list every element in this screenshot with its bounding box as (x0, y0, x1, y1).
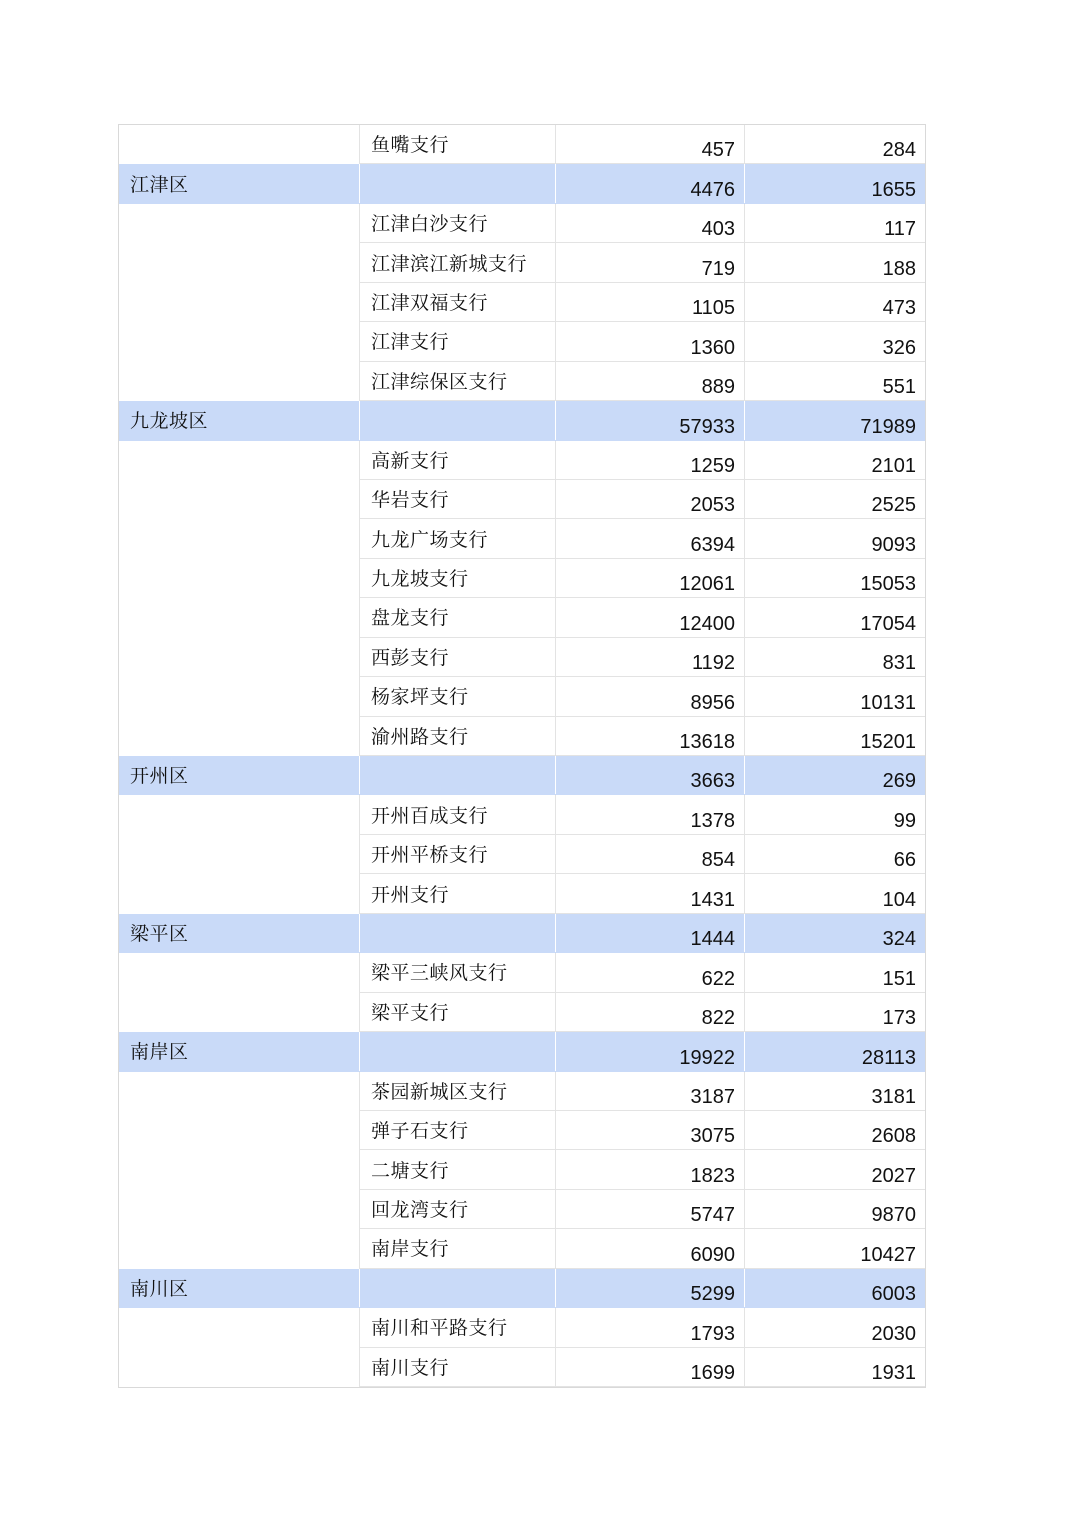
value-1-cell: 1444 (555, 914, 744, 952)
value-1-cell: 5747 (555, 1190, 744, 1229)
district-cell (119, 795, 359, 834)
value-1-cell: 57933 (555, 401, 744, 439)
branch-row (119, 519, 925, 558)
district-row (119, 1032, 925, 1071)
branch-row (119, 677, 925, 716)
district-cell (119, 717, 359, 756)
value-2-cell: 1931 (744, 1348, 925, 1387)
branch-row (119, 559, 925, 598)
district-row (119, 1269, 925, 1308)
value-1-cell: 854 (555, 835, 744, 874)
value-1-cell: 13618 (555, 717, 744, 756)
district-cell (119, 204, 359, 243)
district-cell (119, 1229, 359, 1268)
branch-cell: 二塘支行 (359, 1150, 555, 1189)
value-2-cell: 10131 (744, 677, 925, 716)
branch-cell: 渝州路支行 (359, 717, 555, 756)
branch-cell: 南川和平路支行 (359, 1308, 555, 1347)
district-cell (119, 598, 359, 637)
value-2-cell: 2101 (744, 441, 925, 480)
branch-row (119, 795, 925, 834)
branch-row (119, 835, 925, 874)
branch-row (119, 953, 925, 992)
branch-row (119, 125, 925, 164)
branch-row (119, 1072, 925, 1111)
branch-row (119, 874, 925, 913)
district-cell (119, 874, 359, 913)
district-cell (119, 243, 359, 282)
branch-cell: 杨家坪支行 (359, 677, 555, 716)
value-2-cell: 17054 (744, 598, 925, 637)
branch-cell (359, 1269, 555, 1307)
district-cell (119, 441, 359, 480)
data-table (118, 124, 926, 1388)
value-2-cell: 173 (744, 993, 925, 1032)
value-1-cell: 1192 (555, 638, 744, 677)
branch-cell (359, 164, 555, 202)
value-2-cell: 10427 (744, 1229, 925, 1268)
value-1-cell: 1378 (555, 795, 744, 834)
branch-cell (359, 914, 555, 952)
value-1-cell: 403 (555, 204, 744, 243)
branch-cell: 开州百成支行 (359, 795, 555, 834)
district-row (119, 164, 925, 203)
district-cell (119, 953, 359, 992)
value-1-cell: 12400 (555, 598, 744, 637)
branch-row (119, 1150, 925, 1189)
value-2-cell: 2030 (744, 1308, 925, 1347)
value-2-cell: 324 (744, 914, 925, 952)
value-1-cell: 622 (555, 953, 744, 992)
branch-cell: 高新支行 (359, 441, 555, 480)
value-1-cell: 4476 (555, 164, 744, 202)
value-2-cell: 326 (744, 322, 925, 361)
branch-row (119, 480, 925, 519)
value-2-cell: 6003 (744, 1269, 925, 1307)
branch-row (119, 638, 925, 677)
district-cell: 九龙坡区 (130, 410, 209, 433)
value-2-cell: 9093 (744, 519, 925, 558)
branch-cell: 茶园新城区支行 (359, 1072, 555, 1111)
branch-row (119, 1111, 925, 1150)
branch-row (119, 717, 925, 756)
value-2-cell: 71989 (744, 401, 925, 439)
value-2-cell: 284 (744, 125, 925, 164)
branch-cell: 弹子石支行 (359, 1111, 555, 1150)
branch-row (119, 243, 925, 282)
branch-row (119, 1229, 925, 1268)
value-2-cell: 2525 (744, 480, 925, 519)
branch-cell: 南川支行 (359, 1348, 555, 1387)
value-1-cell: 1360 (555, 322, 744, 361)
district-cell (119, 1150, 359, 1189)
value-1-cell: 6394 (555, 519, 744, 558)
value-2-cell: 9870 (744, 1190, 925, 1229)
branch-cell: 江津综保区支行 (359, 362, 555, 401)
value-2-cell: 2027 (744, 1150, 925, 1189)
district-cell: 江津区 (130, 173, 189, 196)
value-1-cell: 457 (555, 125, 744, 164)
value-2-cell: 831 (744, 638, 925, 677)
value-2-cell: 188 (744, 243, 925, 282)
branch-row (119, 598, 925, 637)
branch-cell: 开州平桥支行 (359, 835, 555, 874)
branch-cell: 南岸支行 (359, 1229, 555, 1268)
branch-row (119, 993, 925, 1032)
district-cell (119, 835, 359, 874)
district-cell (119, 1308, 359, 1347)
branch-row (119, 1190, 925, 1229)
branch-cell (359, 401, 555, 439)
district-cell (119, 480, 359, 519)
value-2-cell: 151 (744, 953, 925, 992)
value-2-cell: 3181 (744, 1072, 925, 1111)
value-1-cell: 3075 (555, 1111, 744, 1150)
value-1-cell: 5299 (555, 1269, 744, 1307)
branch-row (119, 204, 925, 243)
district-cell (119, 362, 359, 401)
district-cell (119, 283, 359, 322)
district-cell: 南岸区 (130, 1041, 189, 1064)
value-1-cell: 822 (555, 993, 744, 1032)
value-1-cell: 1105 (555, 283, 744, 322)
branch-cell: 九龙广场支行 (359, 519, 555, 558)
value-1-cell: 1431 (555, 874, 744, 913)
value-2-cell: 1655 (744, 164, 925, 202)
branch-cell: 江津双福支行 (359, 283, 555, 322)
district-cell (119, 993, 359, 1032)
branch-cell: 盘龙支行 (359, 598, 555, 637)
value-2-cell: 99 (744, 795, 925, 834)
value-2-cell: 551 (744, 362, 925, 401)
value-1-cell: 8956 (555, 677, 744, 716)
district-cell (119, 1190, 359, 1229)
branch-cell: 九龙坡支行 (359, 559, 555, 598)
branch-row (119, 441, 925, 480)
branch-cell: 江津滨江新城支行 (359, 243, 555, 282)
value-1-cell: 2053 (555, 480, 744, 519)
district-cell: 南川区 (130, 1277, 189, 1300)
branch-cell: 华岩支行 (359, 480, 555, 519)
branch-cell (359, 1032, 555, 1070)
district-cell (119, 322, 359, 361)
branch-cell: 梁平支行 (359, 993, 555, 1032)
district-cell (119, 559, 359, 598)
branch-cell: 回龙湾支行 (359, 1190, 555, 1229)
value-2-cell: 473 (744, 283, 925, 322)
value-1-cell: 1259 (555, 441, 744, 480)
value-1-cell: 6090 (555, 1229, 744, 1268)
value-2-cell: 28113 (744, 1032, 925, 1070)
value-1-cell: 889 (555, 362, 744, 401)
value-2-cell: 66 (744, 835, 925, 874)
value-2-cell: 117 (744, 204, 925, 243)
branch-cell: 江津白沙支行 (359, 204, 555, 243)
branch-cell (359, 756, 555, 794)
branch-row (119, 362, 925, 401)
district-cell (119, 519, 359, 558)
value-1-cell: 19922 (555, 1032, 744, 1070)
district-cell: 梁平区 (130, 922, 189, 945)
district-cell (119, 638, 359, 677)
value-1-cell: 1699 (555, 1348, 744, 1387)
district-cell (119, 1072, 359, 1111)
branch-row (119, 1308, 925, 1347)
branch-row (119, 1348, 925, 1387)
value-1-cell: 719 (555, 243, 744, 282)
value-2-cell: 2608 (744, 1111, 925, 1150)
branch-cell: 西彭支行 (359, 638, 555, 677)
district-row (119, 401, 925, 440)
district-cell (119, 677, 359, 716)
value-1-cell: 3663 (555, 756, 744, 794)
value-1-cell: 12061 (555, 559, 744, 598)
district-row (119, 756, 925, 795)
branch-cell: 江津支行 (359, 322, 555, 361)
district-cell: 开州区 (130, 765, 189, 788)
branch-cell: 开州支行 (359, 874, 555, 913)
value-1-cell: 1823 (555, 1150, 744, 1189)
value-2-cell: 269 (744, 756, 925, 794)
branch-cell: 鱼嘴支行 (359, 125, 555, 164)
value-1-cell: 1793 (555, 1308, 744, 1347)
district-cell (119, 1111, 359, 1150)
value-2-cell: 15201 (744, 717, 925, 756)
value-2-cell: 104 (744, 874, 925, 913)
value-2-cell: 15053 (744, 559, 925, 598)
branch-row (119, 322, 925, 361)
value-1-cell: 3187 (555, 1072, 744, 1111)
branch-row (119, 283, 925, 322)
district-cell (119, 125, 359, 164)
district-cell (119, 1348, 359, 1387)
district-row (119, 914, 925, 953)
branch-cell: 梁平三峡风支行 (359, 953, 555, 992)
